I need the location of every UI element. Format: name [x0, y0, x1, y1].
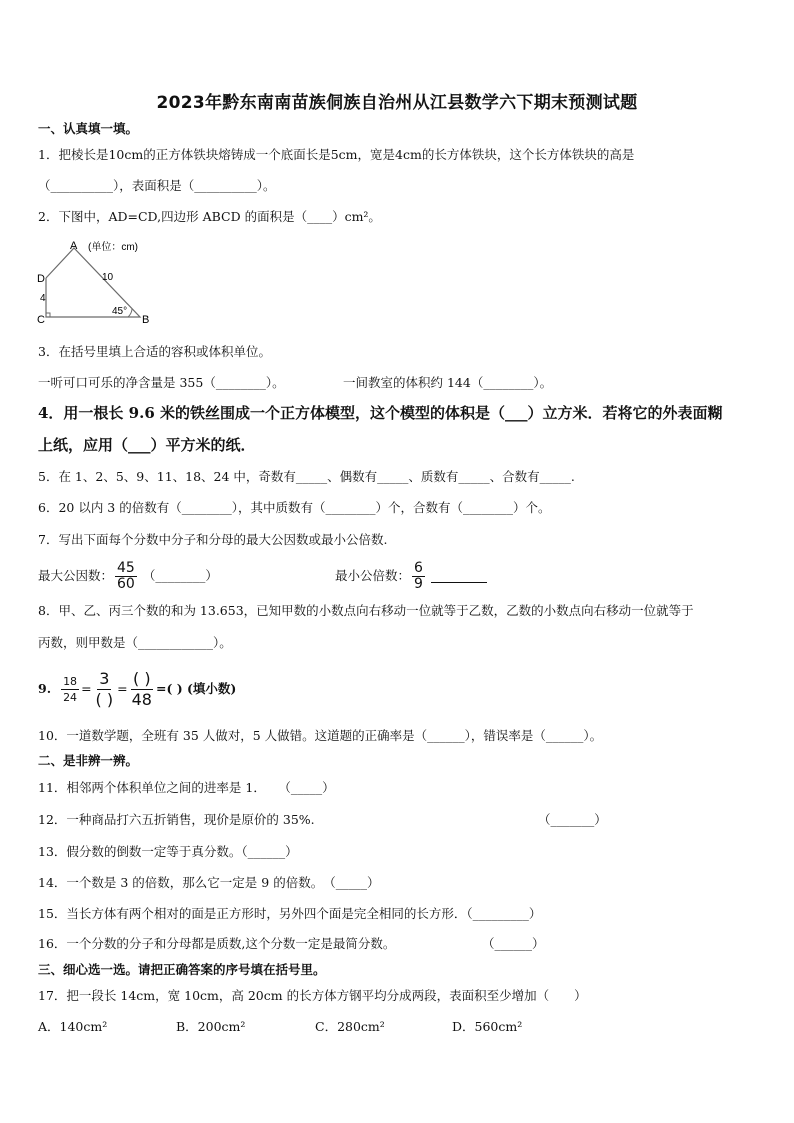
fraction-denominator: 24	[63, 690, 78, 704]
unit-label: (单位：cm)	[88, 242, 138, 253]
fraction-numerator: 3	[99, 668, 110, 688]
question-2: 2．下图中，AD=CD,四边形 ABCD 的面积是（____）cm²。	[38, 209, 381, 224]
option-c: C．280cm²	[315, 1019, 385, 1034]
question-13: 13．假分数的倒数一定等于真分数。（______）	[38, 844, 298, 859]
question-9-tail: =( ) (填小数)	[155, 681, 237, 696]
section-1-heading: 一、认真填一填。	[38, 121, 139, 136]
question-10: 10．一道数学题，全班有 35 人做对，5 人做错。这道题的正确率是（______），错误率是（______）。	[38, 728, 603, 743]
answer-blank-line	[431, 570, 487, 583]
fraction-45-60	[115, 561, 137, 592]
question-5: 5．在 1、2、5、9、11、18、24 中，奇数有_____、偶数有_____、质数有_____、合数有_____.	[38, 469, 575, 484]
fraction-denominator: 48	[131, 689, 152, 709]
fraction-numerator: 6	[414, 559, 423, 576]
question-14: 14．一个数是 3 的倍数，那么它一定是 9 的倍数。 （_____）	[38, 875, 380, 890]
section-2-heading: 二、是非辨一辨。	[38, 753, 139, 768]
fraction-6-9	[412, 561, 425, 592]
vertex-d-label: D	[37, 273, 45, 285]
question-7-part-a	[38, 556, 218, 596]
question-12-blank: （_______）	[538, 812, 607, 827]
side-dc-length: 4	[40, 293, 46, 304]
fraction-18-24	[61, 674, 79, 705]
question-4-line-2: 上纸，应用（___）平方米的纸．	[38, 436, 256, 454]
question-7: 7．写出下面每个分数中分子和分母的最大公因数或最小公倍数.	[38, 532, 388, 547]
question-8-line-1: 8．甲、乙、丙三个数的和为 13.653，已知甲数的小数点向右移动一位就等于乙数，乙数的小数点向右移动一位就等于	[38, 603, 694, 618]
question-4-line-1: 4．用一根长 9.6 米的铁丝围成一个正方体模型，这个模型的体积是（___）立方米．若将它的外表面糊	[38, 404, 723, 422]
fraction-denominator: 60	[117, 575, 135, 592]
question-1-line-1: 1．把棱长是10cm的正方体铁块熔铸成一个底面长是5cm，宽是4cm的长方体铁块，这个长方体铁块的高是	[38, 147, 635, 162]
question-16-blank: （______）	[482, 936, 545, 951]
fraction-3-blank	[94, 669, 116, 710]
section-3-heading: 三、细心选一选。请把正确答案的序号填在括号里。	[38, 962, 326, 977]
question-3-part-b: 一间教室的体积约 144（________）。	[343, 375, 553, 390]
question-17: 17．把一段长 14cm，宽 10cm，高 20cm 的长方体方钢平均分成两段，表面积至少增加（ ）	[38, 988, 587, 1003]
gcd-label: 最大公因数：	[38, 568, 114, 583]
question-9	[38, 667, 236, 711]
option-a: A．140cm²	[38, 1019, 108, 1034]
lcm-label: 最小公倍数：	[335, 568, 411, 583]
vertex-b-label: B	[142, 314, 150, 326]
angle-label: 45°	[112, 306, 128, 317]
quadrilateral-figure	[36, 238, 166, 330]
answer-blank: （________）	[142, 568, 218, 583]
question-3-part-a: 一听可口可乐的净含量是 355（________）。	[38, 375, 285, 390]
fraction-denominator: 9	[414, 575, 423, 592]
question-8-line-2: 丙数，则甲数是（____________）。	[38, 635, 232, 650]
fraction-numerator: 18	[63, 674, 78, 688]
question-15: 15．当长方体有两个相对的面是正方形时，另外四个面是完全相同的长方形．（_________）	[38, 906, 542, 921]
option-b: B．200cm²	[176, 1019, 246, 1034]
question-3: 3．在括号里填上合适的容积或体积单位。	[38, 344, 271, 359]
equals-sign: =	[81, 681, 92, 696]
question-16: 16．一个分数的分子和分母都是质数,这个分数一定是最简分数。	[38, 936, 396, 951]
fraction-numerator: ( )	[133, 668, 151, 688]
fraction-blank-48	[130, 669, 154, 710]
fraction-numerator: 45	[117, 559, 135, 576]
question-1-line-2: （__________），表面积是（__________）。	[38, 178, 276, 193]
question-6: 6．20 以内 3 的倍数有（________），其中质数有（________）个，合数有（________）个。	[38, 500, 551, 515]
page-title: 2023年黔东南南苗族侗族自治州从江县数学六下期末预测试题	[156, 93, 638, 113]
question-11: 11．相邻两个体积单位之间的进率是 1． （_____）	[38, 780, 335, 795]
option-d: D．560cm²	[452, 1019, 523, 1034]
vertex-c-label: C	[37, 314, 45, 326]
question-9-number: 9.	[38, 681, 52, 696]
fraction-denominator: ( )	[95, 689, 114, 709]
side-ab-length: 10	[102, 272, 114, 283]
equals-sign: =	[117, 681, 128, 696]
question-7-part-b	[335, 556, 487, 596]
vertex-a-label: A	[70, 240, 78, 252]
question-12: 12．一种商品打六五折销售，现价是原价的 35%.	[38, 812, 315, 827]
